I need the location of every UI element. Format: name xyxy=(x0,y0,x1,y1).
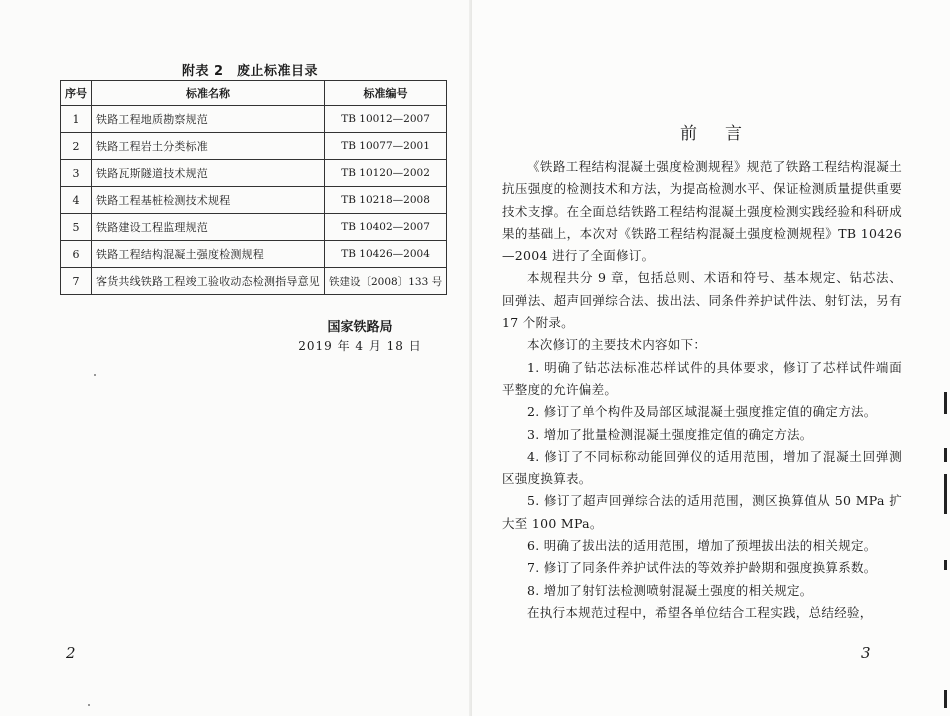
header-index: 序号 xyxy=(61,81,92,106)
row-index: 7 xyxy=(61,268,92,295)
row-standard-code: TB 10120—2002 xyxy=(325,160,447,187)
row-standard-name: 铁路工程地质勘察规范 xyxy=(92,106,325,133)
row-standard-code: TB 10012—2007 xyxy=(325,106,447,133)
row-standard-name: 铁路工程岩土分类标准 xyxy=(92,133,325,160)
table-row xyxy=(61,106,447,133)
row-index: 5 xyxy=(61,214,92,241)
revision-item: 2. 修订了单个构件及局部区域混凝土强度推定值的确定方法。 xyxy=(527,404,877,420)
scan-edge-mark xyxy=(944,392,947,414)
row-index: 6 xyxy=(61,241,92,268)
revision-item: 1. 明确了钻芯法标准芯样试件的具体要求，修订了芯样试件端面平整度的允许偏差。 xyxy=(502,359,902,397)
row-index: 4 xyxy=(61,187,92,214)
table-row xyxy=(61,214,447,241)
header-standard-code: 标准编号 xyxy=(325,81,447,106)
scan-edge-mark xyxy=(944,560,947,570)
table-row xyxy=(61,187,447,214)
preface-title: 前言 xyxy=(680,124,770,144)
scan-speck xyxy=(88,704,90,706)
preface-paragraph: 本次修订的主要技术内容如下： xyxy=(527,337,707,353)
table-title: 附表 2 废止标准目录 xyxy=(181,64,319,79)
scan-edge-mark xyxy=(944,448,947,462)
row-standard-name: 铁路工程基桩检测技术规程 xyxy=(92,187,325,214)
revision-item: 7. 修订了同条件养护试件法的等效养护龄期和强度换算系数。 xyxy=(527,560,877,576)
scan-speck xyxy=(94,374,96,376)
left-page xyxy=(0,0,472,716)
header-standard-name: 标准名称 xyxy=(92,81,325,106)
row-standard-name: 铁路工程结构混凝土强度检测规程 xyxy=(92,241,325,268)
row-standard-code: 铁建设〔2008〕133 号 xyxy=(325,268,447,295)
revision-item: 8. 增加了射钉法检测喷射混凝土强度的相关规定。 xyxy=(527,582,813,598)
table-header-row xyxy=(61,81,447,106)
scan-edge-mark xyxy=(944,690,947,708)
scan-edge-mark xyxy=(944,474,947,514)
row-index: 2 xyxy=(61,133,92,160)
preface-paragraph: 在执行本规范过程中，希望各单位结合工程实践，总结经验， xyxy=(527,604,873,620)
preface-paragraph: 《铁路工程结构混凝土强度检测规程》规范了铁路工程结构混凝土抗压强度的检测技术和方法，为提高检测水平、保证检测质量提供重要技术支撑。在全面总结铁路工程结构混凝土强度检测实践经验和科研成果的基础上，本次对《铁路工程结构混凝土强度检测规程》TB 10426—2004 进行了全面修订。 xyxy=(502,159,902,264)
page-number-left: 2 xyxy=(66,644,76,662)
table-row xyxy=(61,133,447,160)
issue-date: 2019 年 4 月 18 日 xyxy=(298,339,422,353)
row-standard-name: 客货共线铁路工程竣工验收动态检测指导意见 xyxy=(92,268,325,295)
row-standard-name: 铁路建设工程监理规范 xyxy=(92,214,325,241)
issuing-authority: 国家铁路局 xyxy=(327,320,393,335)
row-standard-name: 铁路瓦斯隧道技术规范 xyxy=(92,160,325,187)
revision-item: 4. 修订了不同标称动能回弹仪的适用范围，增加了混凝土回弹测区强度换算表。 xyxy=(502,448,902,487)
table-row xyxy=(61,268,447,295)
row-index: 3 xyxy=(61,160,92,187)
revision-item: 5. 修订了超声回弹综合法的适用范围，测区换算值从 50 MPa 扩大至 100 MPa。 xyxy=(502,493,902,531)
preface-body xyxy=(502,156,902,624)
row-standard-code: TB 10077—2001 xyxy=(325,133,447,160)
table-row xyxy=(61,160,447,187)
row-standard-code: TB 10218—2008 xyxy=(325,187,447,214)
row-standard-code: TB 10402—2007 xyxy=(325,214,447,241)
revision-item: 3. 增加了批量检测混凝土强度推定值的确定方法。 xyxy=(527,426,813,442)
table-row xyxy=(61,241,447,268)
revision-item: 6. 明确了拔出法的适用范围，增加了预埋拔出法的相关规定。 xyxy=(527,538,877,554)
preface-paragraph: 本规程共分 9 章，包括总则、术语和符号、基本规定、钻芯法、回弹法、超声回弹综合法、拔出法、同条件养护试件法、射钉法，另有 17 个附录。 xyxy=(502,270,902,331)
row-index: 1 xyxy=(61,106,92,133)
right-page xyxy=(472,0,950,716)
page-number-right: 3 xyxy=(861,644,871,662)
abolished-standards-table xyxy=(60,80,447,295)
row-standard-code: TB 10426—2004 xyxy=(325,241,447,268)
